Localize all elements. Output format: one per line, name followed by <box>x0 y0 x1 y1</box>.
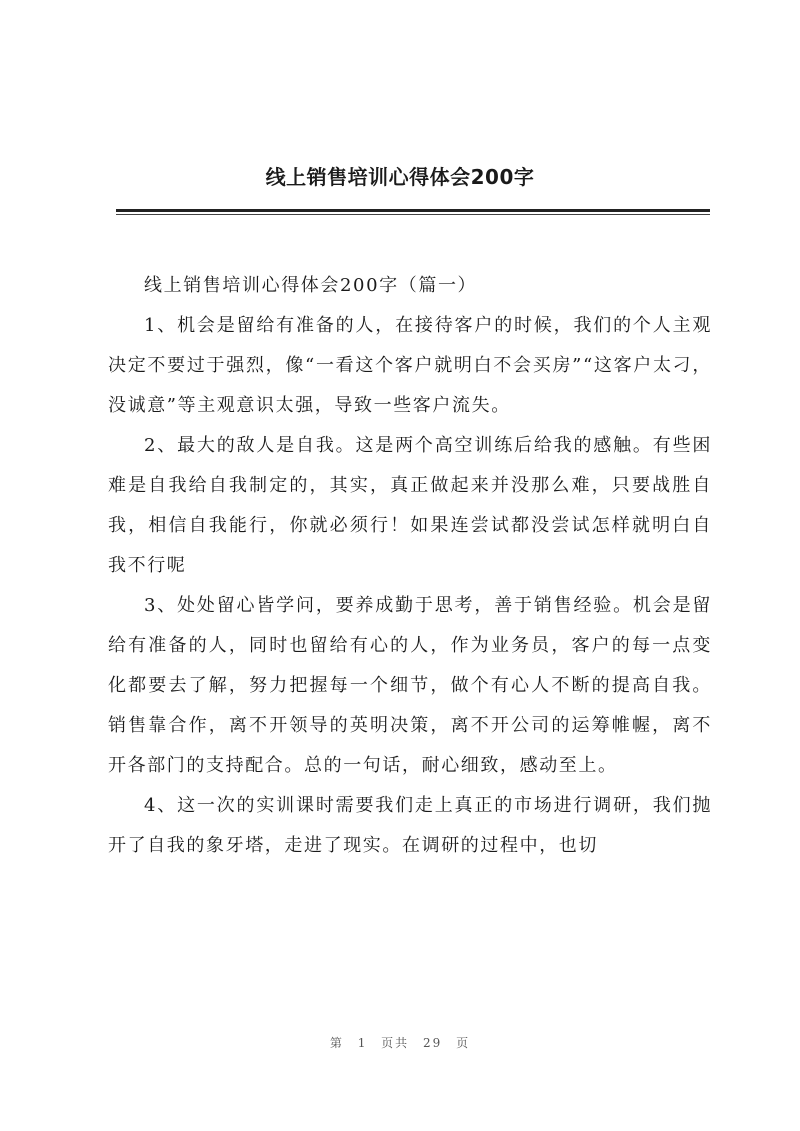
page-title: 线上销售培训心得体会200字 <box>265 165 535 189</box>
paragraph-4: 4、这一次的实训课时需要我们走上真正的市场进行调研，我们抛开了自我的象牙塔，走进了现实。在调研的过程中，也切 <box>108 795 712 856</box>
footer-middle: 页共 <box>381 1036 410 1050</box>
title-rule-thin <box>116 214 710 215</box>
footer-page-number: 1 <box>357 1036 368 1050</box>
footer-total-pages: 29 <box>423 1036 443 1050</box>
paragraph-1: 1、机会是留给有准备的人，在接待客户的时候，我们的个人主观决定不要过于强烈，像“一看这个客户就明白不会买房”“这客户太刁，没诚意”等主观意识太强，导致一些客户流失。 <box>108 315 712 416</box>
section-subheading: 线上销售培训心得体会200字（篇一） <box>144 275 478 296</box>
page-footer <box>0 1034 800 1051</box>
paragraph-3: 3、处处留心皆学问，要养成勤于思考，善于销售经验。机会是留给有准备的人，同时也留给有心的人，作为业务员，客户的每一点变化都要去了解，努力把握每一个细节，做个有心人不断的提高自我。销售靠合作，离不开领导的英明决策，离不开公司的运筹帷幄，离不开各部门的支持配合。总的一句话，耐心细致，感动至上。 <box>108 595 712 776</box>
document-body <box>108 266 712 866</box>
footer-suffix: 页 <box>456 1036 471 1050</box>
title-rule-thick <box>116 209 710 212</box>
footer-prefix: 第 <box>329 1036 344 1050</box>
paragraph-2: 2、最大的敌人是自我。这是两个高空训练后给我的感触。有些困难是自我给自我制定的，其实，真正做起来并没那么难，只要战胜自我，相信自我能行，你就必须行！如果连尝试都没尝试怎样就明白自我不行呢 <box>108 435 712 576</box>
